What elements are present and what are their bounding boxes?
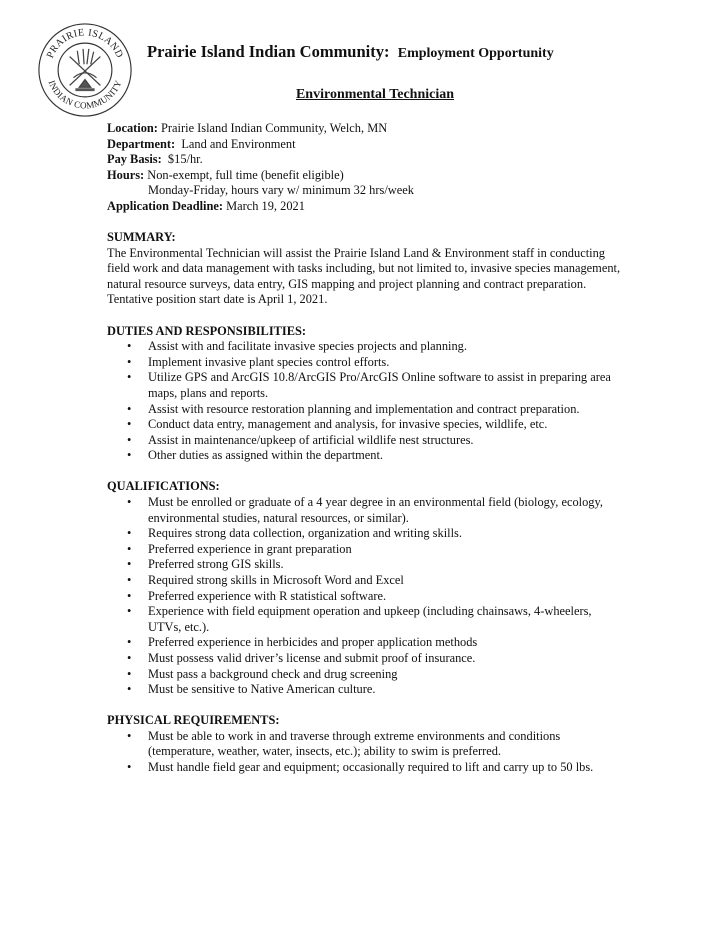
list-item	[107, 339, 627, 355]
list-item-text: Preferred experience in herbicides and proper application methods	[148, 635, 478, 650]
list-item	[107, 370, 627, 401]
list-item-text: Required strong skills in Microsoft Word and Excel	[148, 572, 404, 587]
bullet-icon: •	[127, 588, 132, 603]
list-item-text: Preferred experience with R statistical software.	[148, 588, 387, 603]
bullet-icon: •	[127, 526, 132, 541]
location-value: Prairie Island Indian Community, Welch, MN	[157, 121, 388, 135]
list-item-text: Must be enrolled or graduate of a 4 year degree in an environmental field (biology, ecology, environmental studies, natural resources, or similar).	[148, 494, 603, 525]
bullet-icon: •	[127, 354, 132, 369]
list-item	[107, 635, 627, 651]
summary-heading: SUMMARY:	[107, 230, 176, 245]
list-item	[107, 729, 627, 760]
list-item	[107, 557, 627, 573]
bullet-icon: •	[127, 370, 132, 385]
deadline-line	[107, 199, 627, 215]
list-item	[107, 682, 627, 698]
list-item-text: Preferred strong GIS skills.	[148, 557, 284, 572]
svg-text:PRAIRIE ISLAND: PRAIRIE ISLAND	[44, 27, 126, 60]
duties-heading: DUTIES AND RESPONSIBILITIES:	[107, 323, 307, 338]
document-subtitle: Employment Opportunity	[397, 46, 554, 61]
summary-text: The Environmental Technician will assist the Prairie Island Land & Environment staff in conducting field work and data management with tasks including, but not limited to, invasive species management, natural resource surveys, data entry, GIS mapping and project planning and contract preparation. Tentative position start date is April 1, 2021.	[107, 245, 621, 307]
job-title: Environmental Technician	[295, 87, 455, 102]
bullet-icon: •	[127, 432, 132, 447]
bullet-icon: •	[127, 339, 132, 354]
list-item	[107, 573, 627, 589]
list-item	[107, 589, 627, 605]
hours-line	[107, 168, 627, 184]
list-item-text: Other duties as assigned within the department.	[148, 448, 384, 463]
bullet-icon: •	[127, 494, 132, 509]
hours-value: Non-exempt, full time (benefit eligible)	[144, 167, 344, 182]
physical-heading: PHYSICAL REQUIREMENTS:	[107, 713, 280, 728]
list-item-text: Conduct data entry, management and analysis, for invasive species, wildlife, etc.	[148, 417, 548, 432]
list-item-text: Experience with field equipment operation and upkeep (including chainsaws, 4-wheelers, UTVs, etc.).	[148, 604, 592, 634]
job-title-heading	[0, 87, 718, 103]
duties-list	[107, 339, 627, 464]
bullet-icon: •	[127, 448, 132, 463]
list-item-text: Must pass a background check and drug screening	[148, 666, 398, 681]
list-item	[107, 667, 627, 683]
hours-label: Hours:	[107, 167, 145, 182]
pay-label: Pay Basis:	[107, 152, 162, 167]
bullet-icon: •	[127, 682, 132, 697]
bullet-icon: •	[127, 728, 132, 743]
list-item-text: Implement invasive plant species control efforts.	[148, 354, 390, 369]
list-item	[107, 433, 627, 449]
qualifications-section	[107, 479, 627, 697]
deadline-label: Application Deadline:	[107, 198, 223, 213]
physical-list	[107, 729, 627, 776]
list-item-text: Must be able to work in and traverse through extreme environments and conditions (temperature, weather, water, insects, etc.); ability to swim is preferred.	[148, 728, 561, 759]
list-item	[107, 526, 627, 542]
hours-schedule: Monday-Friday, hours vary w/ minimum 32 hrs/week	[148, 183, 414, 198]
bullet-icon: •	[127, 604, 132, 619]
svg-text:INDIAN COMMUNITY: INDIAN COMMUNITY	[46, 78, 124, 111]
list-item-text: Assist with resource restoration planning and implementation and contract preparation.	[148, 401, 580, 416]
list-item-text: Must be sensitive to Native American culture.	[148, 682, 376, 697]
bullet-icon: •	[127, 650, 132, 665]
physical-section	[107, 713, 627, 775]
list-item-text: Utilize GPS and ArcGIS 10.8/ArcGIS Pro/ArcGIS Online software to assist in preparing area maps, plans and reports.	[148, 370, 611, 400]
bullet-icon: •	[127, 759, 132, 774]
bullet-icon: •	[127, 401, 132, 416]
list-item-text: Requires strong data collection, organization and writing skills.	[148, 526, 462, 541]
list-item-text: Assist in maintenance/upkeep of artificial wildlife nest structures.	[148, 432, 474, 447]
deadline-value: March 19, 2021	[223, 198, 305, 213]
bullet-icon: •	[127, 666, 132, 681]
document-title	[147, 42, 554, 62]
department-line	[107, 137, 627, 153]
list-item	[107, 355, 627, 371]
bullet-icon: •	[127, 417, 132, 432]
community-seal-logo	[37, 22, 133, 118]
list-item-text: Must handle field gear and equipment; occasionally required to lift and carry up to 50 lbs.	[148, 759, 594, 774]
list-item	[107, 760, 627, 776]
qualifications-list	[107, 495, 627, 698]
bullet-icon: •	[127, 541, 132, 556]
list-item	[107, 542, 627, 558]
bullet-icon: •	[127, 635, 132, 650]
location-line	[107, 121, 627, 137]
pay-value: $15/hr.	[161, 152, 203, 167]
list-item-text: Preferred experience in grant preparation	[148, 541, 352, 556]
list-item	[107, 402, 627, 418]
location-label: Location:	[107, 121, 158, 135]
duties-section	[107, 324, 627, 464]
organization-name: Prairie Island Indian Community:	[147, 42, 390, 61]
list-item	[107, 495, 627, 526]
list-item	[107, 417, 627, 433]
list-item	[107, 448, 627, 464]
department-value: Land and Environment	[175, 136, 296, 151]
bullet-icon: •	[127, 557, 132, 572]
department-label: Department:	[107, 136, 176, 151]
pay-line	[107, 152, 627, 168]
bullet-icon: •	[127, 572, 132, 587]
document-body	[107, 121, 627, 776]
list-item	[107, 604, 627, 635]
list-item-text: Assist with and facilitate invasive species projects and planning.	[148, 339, 467, 354]
list-item	[107, 651, 627, 667]
summary-section	[107, 230, 627, 308]
list-item-text: Must possess valid driver’s license and submit proof of insurance.	[148, 650, 476, 665]
qualifications-heading: QUALIFICATIONS:	[107, 479, 220, 494]
